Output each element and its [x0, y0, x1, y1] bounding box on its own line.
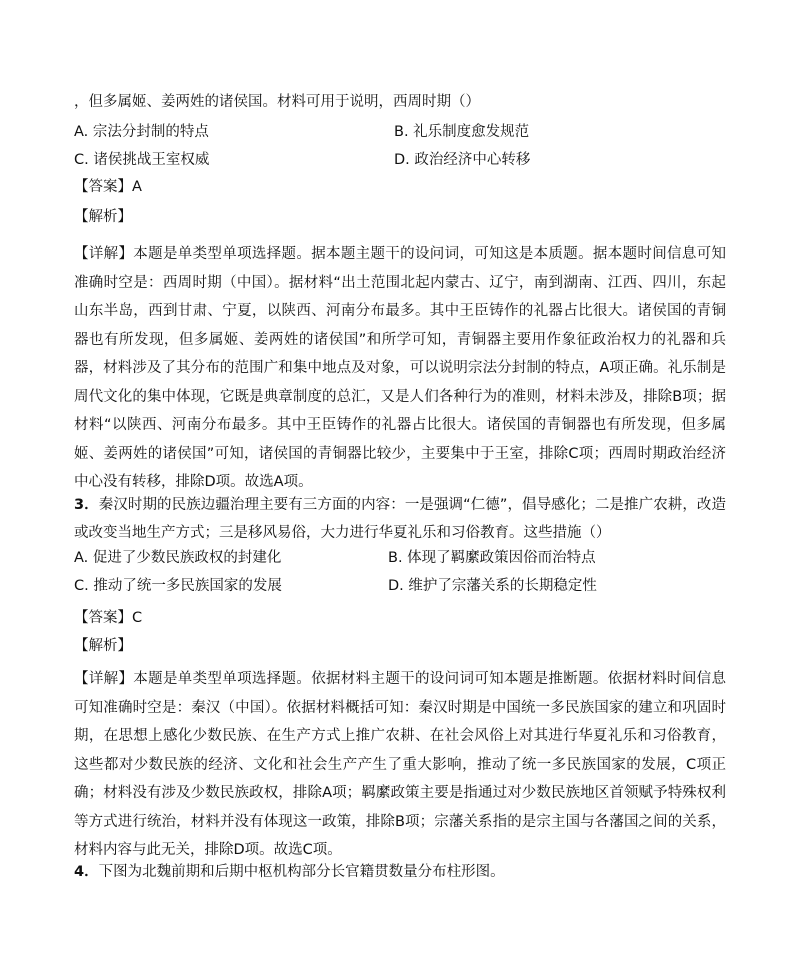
q3-option-a: A. 促进了少数民族政权的封建化: [74, 550, 282, 566]
q3-option-b: B. 体现了羁縻政策因俗而治特点: [388, 550, 596, 566]
q2-answer: 【答案】A: [74, 179, 142, 195]
q4-stem-text: 下图为北魏前期和后期中枢机构部分长官籍贯数量分布柱形图。: [98, 864, 505, 880]
q2-option-b: B. 礼乐制度愈发规范: [394, 124, 530, 140]
q2-option-a: A. 宗法分封制的特点: [74, 124, 209, 140]
q2-option-c: C. 诸侯挑战王室权威: [74, 152, 210, 168]
q2-option-d: D. 政治经济中心转移: [394, 152, 531, 168]
q4-number: 4．: [74, 864, 99, 880]
q2-stem-tail: ，但多属姬、姜两姓的诸侯国。材料可用于说明，西周时期（）: [74, 94, 480, 110]
q3-stem-text: 秦汉时期的民族边疆治理主要有三方面的内容：一是强调“仁德”，倡导感化；二是推广农耕，改造或改变当地生产方式；三是移风易俗，大力进行华夏礼乐和习俗教育。这些措施（）: [74, 497, 726, 541]
q3-stem: [74, 492, 726, 547]
q3-answer: 【答案】C: [74, 610, 143, 626]
q2-analysis-label: 【解析】: [74, 209, 132, 225]
q3-option-c: C. 推动了统一多民族国家的发展: [74, 578, 282, 594]
q3-option-d: D. 维护了宗藩关系的长期稳定性: [388, 578, 597, 594]
q2-detail: 【详解】本题是单类型单项选择题。据本题主题干的设问词，可知这是本质题。据本题时间信息可知准确时空是：西周时期（中国）。据材料“出土范围北起内蒙古、辽宁，南到湖南、江西、四川，东起山东半岛，西到甘肃、宁夏，以陕西、河南分布最多。其中王臣铸作的礼器占比很大。诸侯国的青铜器也有所发现，但多属姬、姜两姓的诸侯国”和所学可知，青铜器主要用作象征政治权力的礼器和兵器，材料涉及了其分布的范围广和集中地点及对象，可以说明宗法分封制的特点，A项正确。礼乐制是周代文化的集中体现，它既是典章制度的总汇，又是人们各种行为的准则，材料未涉及，排除B项；据材料“以陕西、河南分布最多。其中王臣铸作的礼器占比很大。诸侯国的青铜器也有所发现，但多属姬、姜两姓的诸侯国”可知，诸侯国的青铜器比较少，主要集中于王室，排除C项；西周时期政治经济中心没有转移，排除D项。故选A项。: [74, 246, 726, 490]
q4-stem: [74, 862, 505, 882]
q3-analysis-label: 【解析】: [74, 638, 132, 654]
q3-number: 3．: [74, 497, 99, 513]
q3-detail: 【详解】本题是单类型单项选择题。依据材料主题干的设问词可知本题是推断题。依据材料时间信息可知准确时空是：秦汉（中国）。依据材料概括可知：秦汉时期是中国统一多民族国家的建立和巩固时期，在思想上感化少数民族、在生产方式上推广农耕、在社会风俗上对其进行华夏礼乐和习俗教育，这些都对少数民族的经济、文化和社会生产产生了重大影响，推动了统一多民族国家的发展，C项正确；材料没有涉及少数民族政权，排除A项；羁縻政策主要是指通过对少数民族地区首领赋予特殊权利等方式进行统治，材料并没有体现这一政策，排除B项；宗藩关系指的是宗主国与各藩国之间的关系，材料内容与此无关，排除D项。故选C项。: [74, 671, 726, 858]
